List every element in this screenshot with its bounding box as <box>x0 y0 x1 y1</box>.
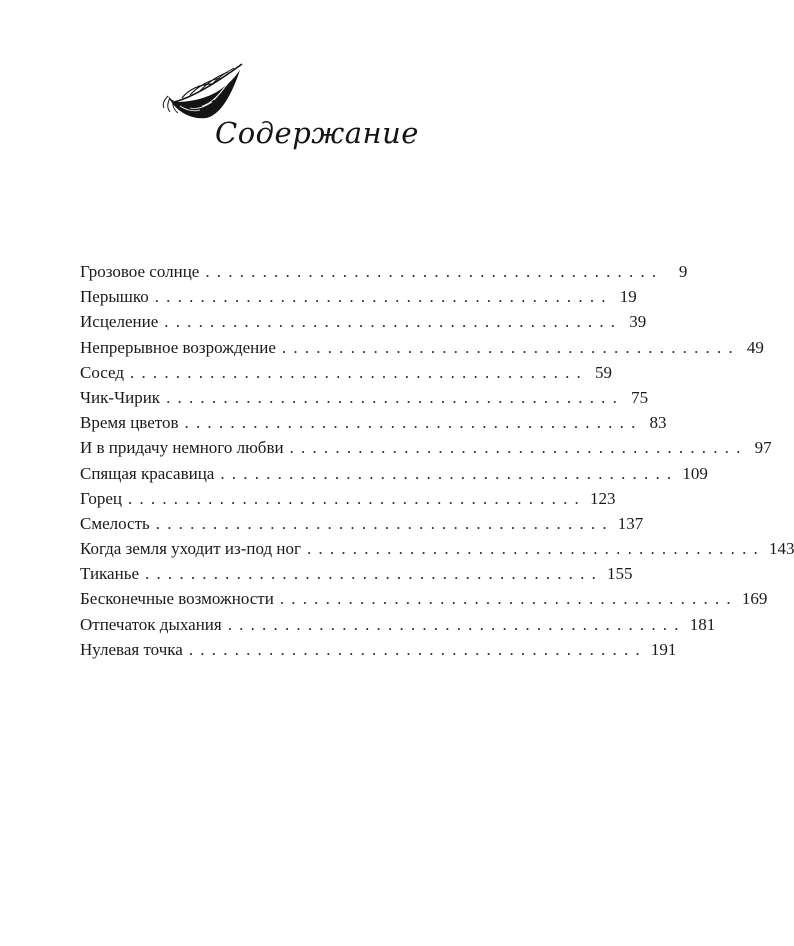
toc-entry <box>80 461 708 486</box>
toc-entry <box>80 435 772 460</box>
toc-entry <box>80 309 647 334</box>
dot-leader: ........................................ <box>205 262 664 281</box>
toc-entry-page-number: 109 <box>682 463 708 483</box>
toc-entry-title: Сосед <box>80 362 124 382</box>
toc-entry-title: Нулевая точка <box>80 639 183 659</box>
toc-entry-title: Горец <box>80 488 122 508</box>
toc-entry-title: Время цветов <box>80 413 179 433</box>
dot-leader: ........................................ <box>289 438 748 458</box>
toc-entry <box>80 536 794 561</box>
dot-leader: ........................................ <box>154 287 613 307</box>
toc-entry <box>80 335 764 360</box>
toc-entry-title: Спящая красавица <box>80 463 215 483</box>
page-title: Содержание <box>215 116 419 150</box>
toc-entry-title: Грозовое солнце <box>80 262 200 281</box>
toc-entry-title: Отпечаток дыхания <box>80 614 222 634</box>
toc-entry-page-number: 19 <box>619 287 637 307</box>
toc-entry <box>80 360 612 385</box>
toc-entry <box>80 385 649 410</box>
toc-entry-page-number: 75 <box>631 387 649 407</box>
dot-leader: ........................................ <box>281 337 740 357</box>
toc-entry-page-number: 169 <box>741 589 768 609</box>
toc-entry-page-number: 59 <box>595 362 612 382</box>
toc-entry-title: Когда земля уходит из-под ног <box>80 539 301 559</box>
toc-entry <box>80 284 637 309</box>
dot-leader: ........................................ <box>227 614 686 634</box>
toc-entry-title: И в придачу немного любви <box>80 438 284 458</box>
toc-entry-title: Исцеление <box>80 312 159 332</box>
toc-entry-page-number: 181 <box>689 614 716 634</box>
toc-entry <box>80 511 644 536</box>
toc-entry <box>80 612 716 637</box>
toc-entry <box>80 586 768 611</box>
toc-entry-page-number: 49 <box>746 337 764 357</box>
toc-entry-title: Чик-Чирик <box>80 387 161 407</box>
toc-entry <box>80 410 667 435</box>
toc-entry-page-number: 137 <box>617 513 644 533</box>
dot-leader: ........................................ <box>306 539 765 559</box>
toc-entry-page-number: 155 <box>607 564 633 584</box>
toc-entry-page-number: 97 <box>754 438 772 458</box>
toc-entry <box>80 561 633 586</box>
toc-entry-title: Непрерывное возрождение <box>80 337 276 357</box>
dot-leader: ........................................ <box>279 589 738 609</box>
toc-entry-page-number: 9 <box>678 262 688 281</box>
toc-entry-page-number: 39 <box>629 312 647 332</box>
toc-entry-title: Смелость <box>80 513 150 533</box>
toc-entry-title: Тиканье <box>80 564 140 584</box>
toc-entry <box>80 637 677 662</box>
toc-entry-page-number: 123 <box>589 488 616 508</box>
dot-leader: ........................................ <box>220 463 679 483</box>
dot-leader: ........................................ <box>166 387 625 407</box>
dot-leader: ........................................ <box>164 312 623 332</box>
toc-entry <box>80 259 688 284</box>
table-of-contents <box>80 259 794 662</box>
dot-leader: ........................................ <box>145 564 604 584</box>
toc-entry-page-number: 191 <box>650 639 677 659</box>
toc-entry-title: Перышко <box>80 287 149 307</box>
toc-entry-page-number: 83 <box>649 413 667 433</box>
dot-leader: ........................................ <box>155 513 614 533</box>
dot-leader: ........................................ <box>188 639 647 659</box>
toc-entry-title: Бесконечные возможности <box>80 589 274 609</box>
dot-leader: ........................................ <box>184 413 643 433</box>
toc-entry <box>80 486 616 511</box>
dot-leader: ........................................ <box>127 488 586 508</box>
toc-entry-page-number: 143 <box>768 539 794 559</box>
dot-leader: ........................................ <box>130 362 588 382</box>
